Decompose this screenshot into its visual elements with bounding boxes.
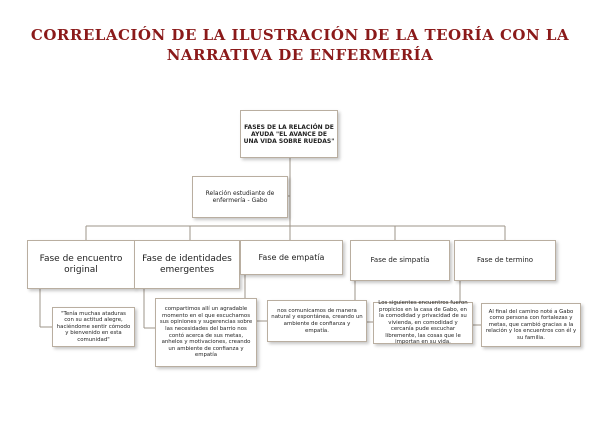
phase-desc-termino: Al final del camino noté a Gabo como persona con fortalezas y metas, que cambió gracias a la relación y los encuentros con él y su familia. [481,303,581,347]
phase-desc-empatia: nos comunicamos de manera natural y espontánea, creando un ambiente de confianza y empatía. [267,300,367,342]
phase-desc-simpatia: Los siguientes encuentros fueron propicios en la casa de Gabo, en la comodidad y privacidad de su vivienda, en comodidad y cercanía pude escuchar libremente, las cosas que le importan en su vida. [373,302,473,344]
phase-desc-identidades: compartimos allí un agradable momento en el que escuchamos sus opiniones y sugerencias sobre las necesidades del barrio nos contó acerca de sus metas, anhelos y motivaciones, creando un ambiente de confianza y empatía [155,298,257,367]
relation-box: Relación estudiante de enfermería - Gabo [192,176,288,218]
phase-box-termino: Fase de termino [454,240,556,281]
root-box: FASES DE LA RELACIÓN DE AYUDA "EL AVANCE DE UNA VIDA SOBRE RUEDAS" [240,110,338,158]
phase-box-identidades: Fase de identidades emergentes [134,240,240,289]
page-title-line1: CORRELACIÓN DE LA ILUSTRACIÓN DE LA TEORÍA CON LA [30,26,570,44]
page-title-line2: NARRATIVA DE ENFERMERÍA [166,46,434,64]
phase-desc-encuentro: "Tenía muchas ataduras con su actitud alegre, haciéndome sentir cómodo y bienvenido en esta comunidad" [52,307,135,347]
phase-box-simpatia: Fase de simpatía [350,240,450,281]
phase-box-empatia: Fase de empatía [240,240,343,275]
phase-box-encuentro: Fase de encuentro original [27,240,135,289]
